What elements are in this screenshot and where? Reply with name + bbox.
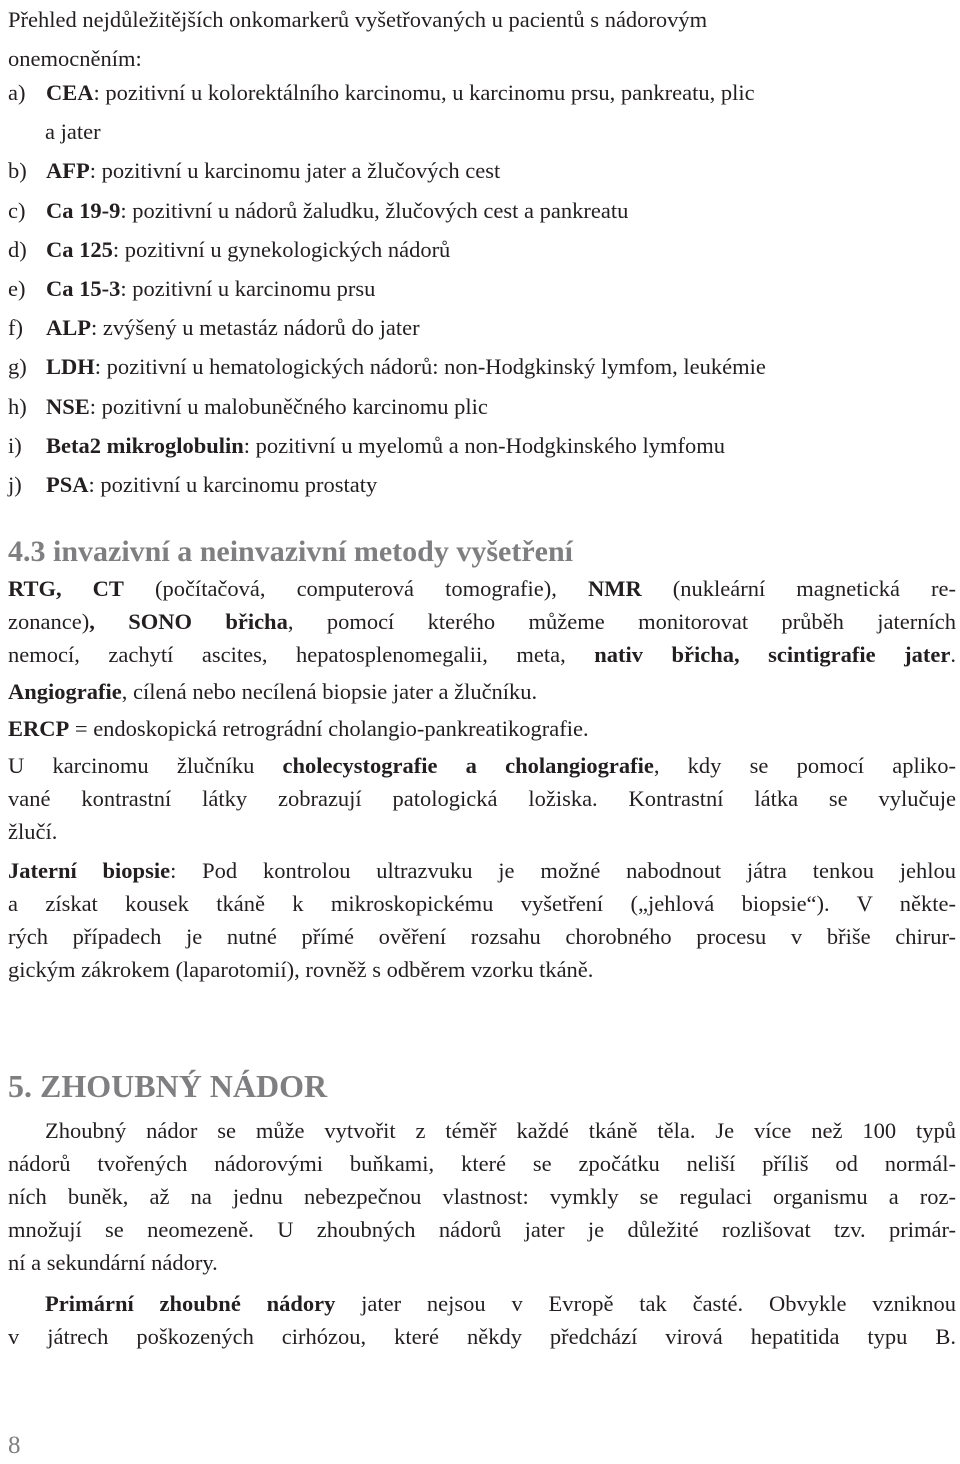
- paragraph-line: ních buněk, až na jednu nebezpečnou vlastnost: vymkly se regulaci organismu a roz-: [8, 1184, 956, 1210]
- bold-term: cholecystografie a cholangiografie: [282, 753, 654, 779]
- marker-text: : pozitivní u myelomů a non-Hodgkinského lymfomu: [243, 432, 725, 458]
- section-heading-5: 5. ZHOUBNÝ NÁDOR: [8, 1068, 328, 1105]
- marker-name: Ca 125: [46, 236, 113, 262]
- paragraph-line: vané kontrastní látky zobrazují patologická ložiska. Kontrastní látka se vylučuje: [8, 786, 956, 812]
- paragraph-line: [8, 572, 956, 605]
- marker-text: : pozitivní u kolorektálního karcinomu, u karcinomu prsu, pankreatu, plic: [93, 80, 755, 105]
- list-label: d): [8, 236, 27, 262]
- text-run: .: [950, 642, 957, 668]
- marker-name: ALP: [46, 315, 91, 341]
- bold-term: ERCP: [8, 716, 70, 742]
- document-page: [8, 0, 956, 1353]
- list-label: b): [8, 158, 27, 184]
- paragraph-angiografie: [8, 675, 956, 708]
- paragraph-line: Zhoubný nádor se může vytvořit z téměř každé tkáně těla. Je více než 100 typů: [45, 1118, 956, 1144]
- paragraph-line: [8, 749, 956, 782]
- intro-line: Přehled nejdůležitějších onkomarkerů vyšetřovaných u pacientů s nádorovým: [8, 7, 708, 32]
- marker-text: : pozitivní u karcinomu prostaty: [88, 472, 378, 498]
- list-label: j): [8, 472, 22, 498]
- list-label: g): [8, 354, 27, 380]
- text-run: zonance): [8, 609, 90, 635]
- list-label: c): [8, 197, 26, 223]
- paragraph-primarni-nadory: [8, 1287, 956, 1353]
- onkomarker-list: [8, 73, 956, 504]
- list-label: a): [8, 80, 26, 105]
- marker-text: : zvýšený u metastáz nádorů do jater: [91, 315, 420, 341]
- onkomarker-intro: [8, 0, 956, 78]
- text-run: : Pod kontrolou ultrazvuku je možné nabodnout játra tenkou jehlou: [170, 858, 956, 884]
- paragraph-karcinom-zlucniku: [8, 749, 956, 848]
- paragraph-jaterni-biopsie: [8, 854, 956, 986]
- paragraph-line: gickým zákrokem (laparotomií), rovněž s odběrem vzorku tkáně.: [8, 957, 594, 983]
- text-run: jater nejsou v Evropě tak časté. Obvykle vzniknou: [335, 1291, 956, 1317]
- bold-term: Angiografie: [8, 679, 122, 705]
- marker-name: NSE: [46, 393, 90, 419]
- marker-name: Beta2 mikroglobulin: [46, 432, 244, 458]
- marker-text: : pozitivní u gynekologických nádorů: [112, 236, 451, 262]
- list-item: [8, 347, 956, 386]
- text-run: (nukleární magnetická re-: [641, 576, 956, 602]
- list-label: f): [8, 315, 23, 341]
- list-label: h): [8, 393, 27, 419]
- paragraph-line: [8, 854, 956, 887]
- paragraph-line: množují se neomezeně. U zhoubných nádorů jater je důležité rozlišovat tzv. primár-: [8, 1217, 956, 1243]
- bold-term: NMR: [587, 576, 642, 602]
- bold-term: RTG, CT: [8, 576, 124, 602]
- paragraph-line: rých případech je nutné přímé ověření rozsahu chorobného procesu v břiše chirur-: [8, 924, 956, 950]
- list-label: e): [8, 276, 26, 302]
- text-run: nemocí, zachytí ascites, hepatosplenomegalii, meta,: [8, 642, 595, 668]
- marker-text: : pozitivní u karcinomu prsu: [120, 276, 376, 302]
- list-item: [8, 73, 956, 112]
- list-item-continuation: a jater: [45, 119, 101, 145]
- text-run: U karcinomu žlučníku: [8, 753, 283, 779]
- marker-name: LDH: [46, 354, 95, 380]
- marker-text: : pozitivní u nádorů žaludku, žlučových cest a pankreatu: [120, 197, 629, 223]
- paragraph-line: [8, 638, 956, 671]
- list-item: [8, 269, 956, 308]
- list-item: [8, 308, 956, 347]
- paragraph-line: [8, 605, 956, 638]
- list-label: i): [8, 432, 22, 458]
- paragraph-line: [8, 675, 956, 708]
- paragraph-line: a získat kousek tkáně k mikroskopickému vyšetření („jehlová biopsie“). V někte-: [8, 891, 956, 917]
- bold-term: nativ břicha, scintigrafie jater: [594, 642, 951, 668]
- text-run: = endoskopická retrográdní cholangio-pankreatikografie.: [69, 716, 589, 742]
- marker-name: Ca 15-3: [46, 276, 121, 302]
- paragraph-line: nádorů tvořených nádorovými buňkami, které se zpočátku neliší příliš od normál-: [8, 1151, 956, 1177]
- paragraph-zhoubny-nador: [8, 1114, 956, 1279]
- list-item: [8, 387, 956, 426]
- marker-name: Ca 19-9: [46, 197, 121, 223]
- paragraph-line: [8, 1287, 956, 1320]
- text-run: , cílená nebo necílená biopsie jater a žlučníku.: [121, 679, 538, 705]
- paragraph-line: [8, 712, 956, 745]
- marker-name: AFP: [46, 158, 90, 184]
- text-run: , pomocí kterého můžeme monitorovat průběh jaterních: [287, 609, 956, 635]
- paragraph-methods: [8, 572, 956, 671]
- paragraph-line: žlučí.: [8, 819, 58, 845]
- marker-text: : pozitivní u karcinomu jater a žlučových cest: [89, 158, 501, 184]
- list-item: [8, 465, 956, 504]
- bold-term: Primární zhoubné nádory: [45, 1291, 336, 1317]
- intro-line: onemocněním:: [8, 46, 142, 71]
- list-item: [8, 230, 956, 269]
- marker-name: PSA: [46, 472, 89, 498]
- marker-name: CEA: [46, 80, 94, 105]
- text-run: , kdy se pomocí apliko-: [653, 753, 956, 779]
- section-heading-4-3: 4.3 invazivní a neinvazivní metody vyšetření: [8, 535, 573, 569]
- paragraph-ercp: [8, 712, 956, 745]
- paragraph-line: v játrech poškozených cirhózou, které někdy předchází virová hepatitida typu B.: [8, 1324, 956, 1350]
- list-item: [8, 426, 956, 465]
- bold-term: Jaterní biopsie: [8, 858, 171, 884]
- marker-text: : pozitivní u hematologických nádorů: non-Hodgkinský lymfom, leukémie: [94, 354, 766, 380]
- paragraph-line: ní a sekundární nádory.: [8, 1250, 218, 1276]
- list-item: [8, 191, 956, 230]
- marker-text: : pozitivní u malobuněčného karcinomu plic: [89, 393, 488, 419]
- page-number: 8: [8, 1432, 21, 1459]
- text-run: (počítačová, computerová tomografie),: [123, 576, 588, 602]
- list-item: [8, 151, 956, 190]
- bold-term: , SONO břicha: [89, 609, 288, 635]
